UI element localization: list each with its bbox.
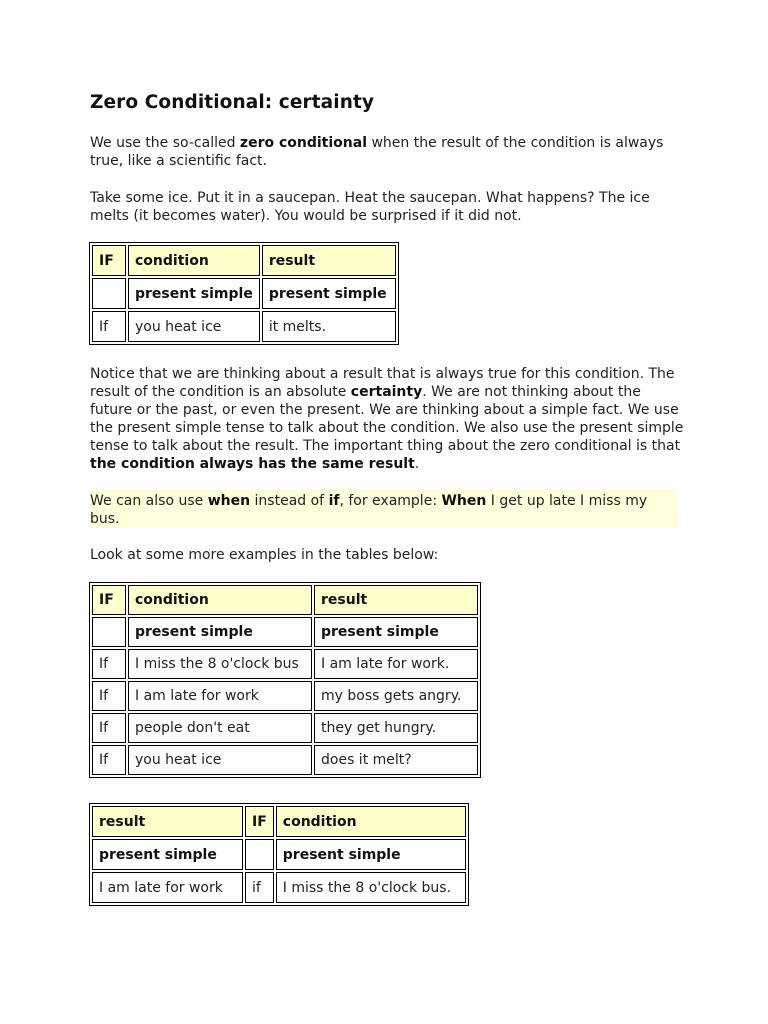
table-result-first [89,803,469,906]
notice-bold-certainty: certainty [350,384,423,400]
page-title: Zero Conditional: certainty [90,92,375,113]
notice-text-1: Notice that we are thinking about a result that is always true for this condition. The result of the condition is an absolute [90,366,675,400]
when-note-text-3: , for example: [339,493,442,509]
cell-if: If [92,745,126,775]
table-subheader-row [92,839,466,870]
when-note-text-1: We can also use [90,493,208,509]
header-cell-result: result [314,585,478,615]
when-note-text-2: instead of [250,493,329,509]
table-subheader-row [92,617,478,647]
cell-condition: I miss the 8 o'clock bus [128,649,312,679]
cell-condition: you heat ice [128,311,260,342]
table-subheader-row [92,278,396,309]
notice-text-3: . [414,456,420,472]
table-header-row [92,245,396,276]
cell-condition: I miss the 8 o'clock bus. [276,872,466,903]
table-row [92,713,478,743]
subheader-cell-condition: present simple [128,617,312,647]
cell-result: I am late for work. [314,649,478,679]
header-cell-if: IF [245,806,274,837]
cell-result: they get hungry. [314,713,478,743]
cell-condition: people don't eat [128,713,312,743]
cell-result: does it melt? [314,745,478,775]
table-more-examples [89,582,481,778]
subheader-cell-result: present simple [262,278,396,309]
table-header-row [92,585,478,615]
cell-if: if [245,872,274,903]
table-row [92,872,466,903]
notice-text-2: . We are not thinking about the future or the past, or even the present. We are thinking about a simple fact. We use the present simple tense to talk about the condition. We also use the present simple tense to talk about the result. The important thing about the zero conditional is that [90,384,684,454]
header-cell-condition: condition [128,245,260,276]
notice-paragraph [90,365,686,473]
when-note-bold-example-when: When [441,493,487,509]
cell-if: If [92,681,126,711]
cell-condition: you heat ice [128,745,312,775]
subheader-cell-empty [92,278,126,309]
cell-result: my boss gets angry. [314,681,478,711]
table-zero-conditional-basic [89,242,399,345]
subheader-cell-condition: present simple [128,278,260,309]
table-row [92,745,478,775]
cell-if: If [92,649,126,679]
subheader-cell-empty [245,839,274,870]
ice-paragraph: Take some ice. Put it in a saucepan. Heat the saucepan. What happens? The ice melts (it becomes water). You would be surprised if it did not. [90,190,650,224]
when-note-text-4: I get up late I miss my bus. [90,493,648,527]
header-cell-if: IF [92,245,126,276]
header-cell-result: result [92,806,243,837]
notice-bold-same-result: the condition always has the same result [90,456,415,472]
table-row [92,649,478,679]
table-row [92,311,396,342]
table-row [92,681,478,711]
intro-paragraph [90,134,680,170]
when-note-bold-if: if [328,493,340,509]
cell-condition: I am late for work [128,681,312,711]
cell-if: If [92,713,126,743]
intro-text-end: when the result of the condition is always true, like a scientific fact. [90,135,664,169]
header-cell-condition: condition [128,585,312,615]
header-cell-condition: condition [276,806,466,837]
more-examples-line: Look at some more examples in the tables below: [90,547,439,563]
intro-text: We use the so-called [90,135,240,151]
header-cell-if: IF [92,585,126,615]
cell-result: it melts. [262,311,396,342]
subheader-cell-condition: present simple [276,839,466,870]
intro-bold-term: zero conditional [239,135,367,151]
header-cell-result: result [262,245,396,276]
subheader-cell-empty [92,617,126,647]
table-header-row [92,806,466,837]
when-note-bold-when: when [207,493,251,509]
subheader-cell-result: present simple [92,839,243,870]
cell-if: If [92,311,126,342]
cell-result: I am late for work [92,872,243,903]
subheader-cell-result: present simple [314,617,478,647]
when-note-paragraph [90,492,680,528]
